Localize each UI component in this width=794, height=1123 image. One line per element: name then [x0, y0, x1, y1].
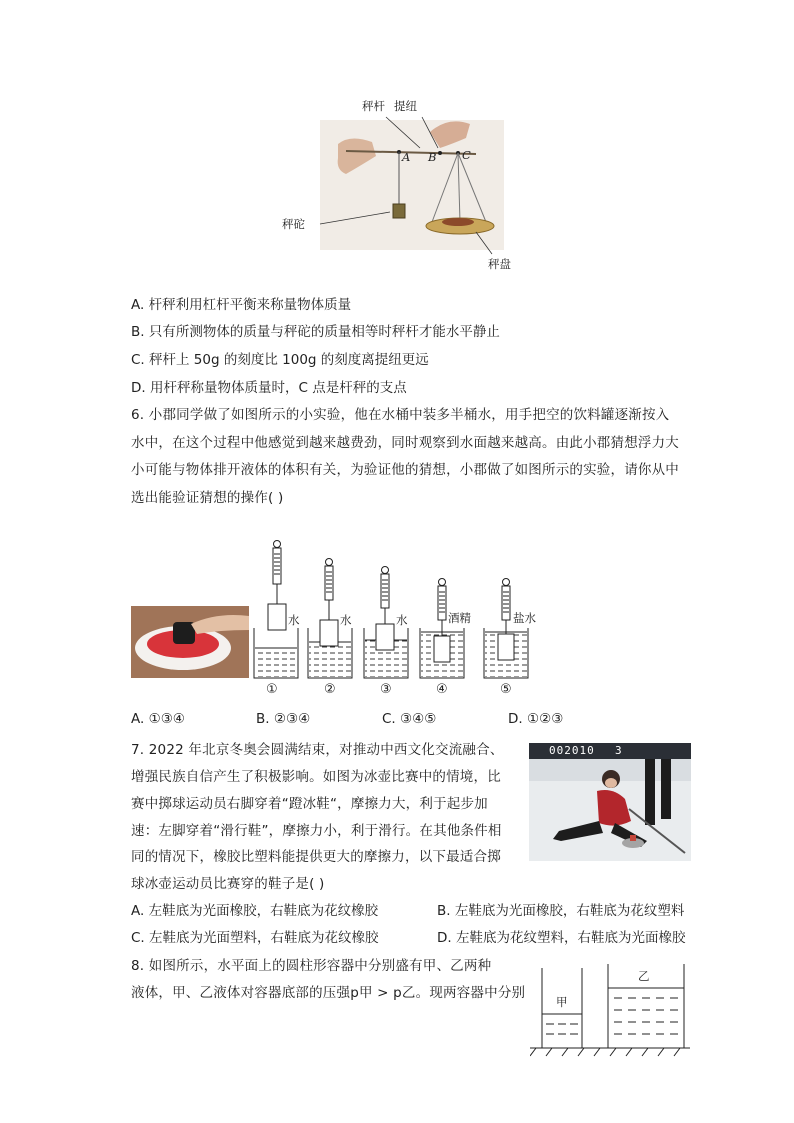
q7-option-c: C. 左鞋底为光面塑料，右鞋底为花纹橡胶 — [131, 930, 379, 946]
q6-option-d: D. ①②③ — [508, 711, 564, 727]
beaker-3-liquid: 水 — [396, 613, 408, 627]
label-beam: 秤杆 — [362, 99, 385, 113]
label-point-c: C — [462, 148, 471, 162]
q6-line-1: 6. 小郡同学做了如图所示的小实验，他在水桶中装多半桶水，用手把空的饮料罐逐渐按入 — [131, 407, 670, 423]
q7-line-5: 同的情况下，橡胶比塑料能提供更大的摩擦力，以下最适合掷 — [131, 849, 501, 865]
curling-illustration — [529, 743, 691, 861]
beaker-3-number: ③ — [380, 682, 392, 697]
label-weight: 秤砣 — [282, 217, 305, 231]
q6-line-3: 小可能与物体排开液体的体积有关，为验证他的猜想，小郡做了如图所示的实验，请你从中 — [131, 462, 679, 478]
q6-line-2: 水中，在这个过程中他感觉到越来越费劲，同时观察到水面越来越高。由此小郡猜想浮力大 — [131, 435, 679, 451]
beaker-4-liquid: 酒精 — [448, 611, 471, 625]
beaker-1 — [254, 541, 298, 679]
q6-beakers — [250, 536, 550, 704]
q6-photo — [131, 606, 249, 678]
q7-line-3: 赛中掷球运动员右脚穿着“蹬冰鞋“，摩擦力大，利于起步加 — [131, 796, 488, 812]
scoreboard-tail: 3 — [615, 744, 622, 757]
beaker-2-number: ② — [324, 682, 336, 697]
q7-option-a: A. 左鞋底为光面橡胶，右鞋底为花纹橡胶 — [131, 903, 379, 919]
label-jia: 甲 — [556, 995, 568, 1009]
q7-line-6: 球冰壶运动员比赛穿的鞋子是( ) — [131, 876, 325, 892]
beaker-5-liquid: 盐水 — [513, 611, 536, 625]
curling-photo — [529, 743, 691, 861]
beaker-1-liquid: 水 — [288, 613, 300, 627]
q5-option-c: C. 秤杆上 50g 的刻度比 100g 的刻度离提纽更远 — [131, 352, 429, 368]
label-yi: 乙 — [638, 969, 650, 983]
label-point-b: B — [428, 150, 437, 164]
label-knob: 提纽 — [394, 99, 417, 113]
q6-option-a: A. ①③④ — [131, 711, 185, 727]
q6-option-c: C. ③④⑤ — [382, 711, 437, 727]
beaker-4-number: ④ — [436, 682, 448, 697]
q8-containers — [530, 962, 694, 1060]
steelyard-figure — [280, 92, 520, 272]
q5-option-a: A. 杆秤利用杠杆平衡来称量物体质量 — [131, 297, 352, 313]
q7-line-2: 增强民族自信产生了积极影响。如图为冰壶比赛中的情境，比 — [131, 769, 501, 785]
beaker-2-liquid: 水 — [340, 613, 352, 627]
q8-line-1: 8. 如图所示，水平面上的圆柱形容器中分别盛有甲、乙两种 — [131, 958, 492, 974]
q5-option-d: D. 用杆秤称量物体质量时，C 点是杆秤的支点 — [131, 380, 407, 396]
beaker-1-number: ① — [266, 682, 278, 697]
q7-option-d: D. 左鞋底为花纹塑料，右鞋底为光面橡胶 — [437, 930, 686, 946]
q6-option-b: B. ②③④ — [256, 711, 311, 727]
q5-option-b: B. 只有所测物体的质量与秤砣的质量相等时秤杆才能水平静止 — [131, 324, 500, 340]
q6-photo-illustration — [131, 606, 249, 678]
beaker-5-number: ⑤ — [500, 682, 512, 697]
beaker-4 — [420, 579, 464, 679]
scoreboard-digits: 002010 — [549, 744, 595, 757]
q8-line-2: 液体，甲、乙液体对容器底部的压强p甲 > p乙。现两容器中分别 — [131, 985, 526, 1001]
beaker-5 — [484, 579, 528, 679]
q7-line-1: 7. 2022 年北京冬奥会圆满结束，对推动中西文化交流融合、 — [131, 742, 504, 758]
q6-line-4: 选出能验证猜想的操作( ) — [131, 490, 284, 506]
containers-illustration — [530, 962, 694, 1060]
q7-line-4: 速：左脚穿着“滑行鞋”，摩擦力小，利于滑行。在其他条件相 — [131, 823, 502, 839]
q7-option-b: B. 左鞋底为光面橡胶，右鞋底为花纹塑料 — [437, 903, 685, 919]
steelyard-illustration — [280, 92, 520, 272]
label-point-a: A — [402, 150, 411, 164]
label-pan: 秤盘 — [488, 257, 511, 271]
